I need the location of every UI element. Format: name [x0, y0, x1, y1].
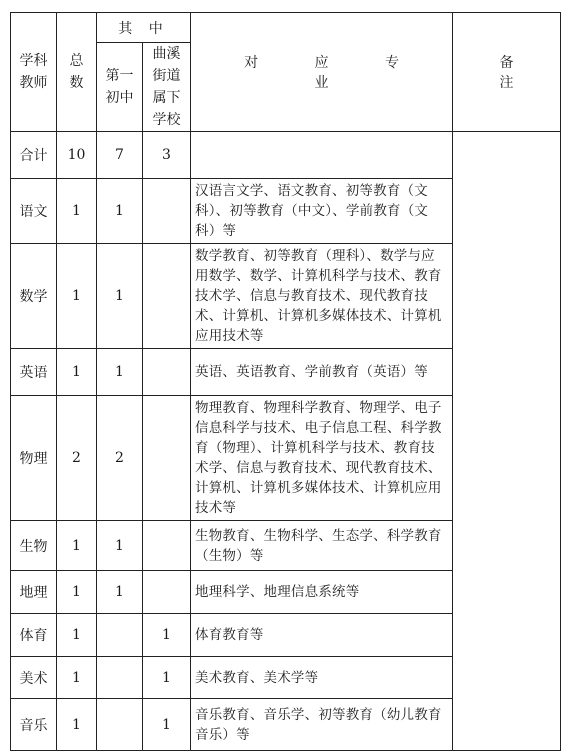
cell-total: 1 [57, 179, 97, 244]
cell-total: 1 [57, 521, 97, 571]
cell-subject: 语文 [11, 179, 57, 244]
cell-total: 1 [57, 244, 97, 349]
cell-major: 地理科学、地理信息系统等 [191, 571, 453, 614]
cell-major: 英语、英语教育、学前教育（英语）等 [191, 349, 453, 396]
cell-subject: 物理 [11, 396, 57, 521]
cell-total: 2 [57, 396, 97, 521]
cell-school-2 [143, 521, 191, 571]
cell-major: 汉语言文学、语文教育、初等教育（文科）、初等教育（中文）、学前教育（文科）等 [191, 179, 453, 244]
cell-school-2: 3 [143, 132, 191, 179]
cell-subject: 音乐 [11, 699, 57, 751]
cell-school-2 [143, 396, 191, 521]
cell-total: 1 [57, 571, 97, 614]
header-total: 总数 [57, 13, 97, 132]
cell-major: 美术教育、美术学等 [191, 657, 453, 699]
cell-total: 1 [57, 657, 97, 699]
cell-major [191, 132, 453, 179]
cell-total: 10 [57, 132, 97, 179]
cell-school-1: 1 [97, 349, 143, 396]
cell-school-2 [143, 179, 191, 244]
cell-major: 生物教育、生物科学、生态学、科学教育（生物）等 [191, 521, 453, 571]
header-remark: 备 注 [453, 13, 561, 132]
header-major: 对 应 专 业 [191, 13, 453, 132]
header-subject-teacher: 学科教师 [11, 13, 57, 132]
cell-major: 数学教育、初等教育（理科）、数学与应用数学、数学、计算机科学与技术、教育技术学、信息与教育技术、现代教育技术、计算机、计算机多媒体技术、计算机应用技术等 [191, 244, 453, 349]
cell-total: 1 [57, 699, 97, 751]
cell-school-1: 7 [97, 132, 143, 179]
table-row [11, 132, 561, 179]
cell-school-1: 1 [97, 571, 143, 614]
recruitment-table [10, 12, 561, 751]
cell-school-1 [97, 699, 143, 751]
cell-school-1: 2 [97, 396, 143, 521]
cell-school-1 [97, 614, 143, 657]
cell-school-1: 1 [97, 521, 143, 571]
header-of-which: 其 中 [97, 13, 191, 43]
cell-total: 1 [57, 614, 97, 657]
cell-subject: 数学 [11, 244, 57, 349]
cell-major: 体育教育等 [191, 614, 453, 657]
cell-school-1: 1 [97, 244, 143, 349]
cell-school-1 [97, 657, 143, 699]
cell-major: 物理教育、物理科学教育、物理学、电子信息科学与技术、电子信息工程、科学教育（物理）、计算机科学与技术、教育技术学、信息与教育技术、现代教育技术、计算机、计算机多媒体技术、计算机应用技术等 [191, 396, 453, 521]
cell-subject: 美术 [11, 657, 57, 699]
cell-subject: 地理 [11, 571, 57, 614]
cell-subject: 合计 [11, 132, 57, 179]
header-school-2: 曲溪街道属下学校 [143, 43, 191, 132]
cell-school-2 [143, 244, 191, 349]
cell-school-2: 1 [143, 657, 191, 699]
cell-subject: 体育 [11, 614, 57, 657]
header-school-1: 第一初中 [97, 43, 143, 132]
cell-subject: 英语 [11, 349, 57, 396]
cell-total: 1 [57, 349, 97, 396]
cell-major: 音乐教育、音乐学、初等教育（幼儿教育音乐）等 [191, 699, 453, 751]
cell-school-2: 1 [143, 699, 191, 751]
cell-subject: 生物 [11, 521, 57, 571]
cell-school-2 [143, 349, 191, 396]
cell-remark [453, 132, 561, 751]
cell-school-2: 1 [143, 614, 191, 657]
cell-school-2 [143, 571, 191, 614]
cell-school-1: 1 [97, 179, 143, 244]
